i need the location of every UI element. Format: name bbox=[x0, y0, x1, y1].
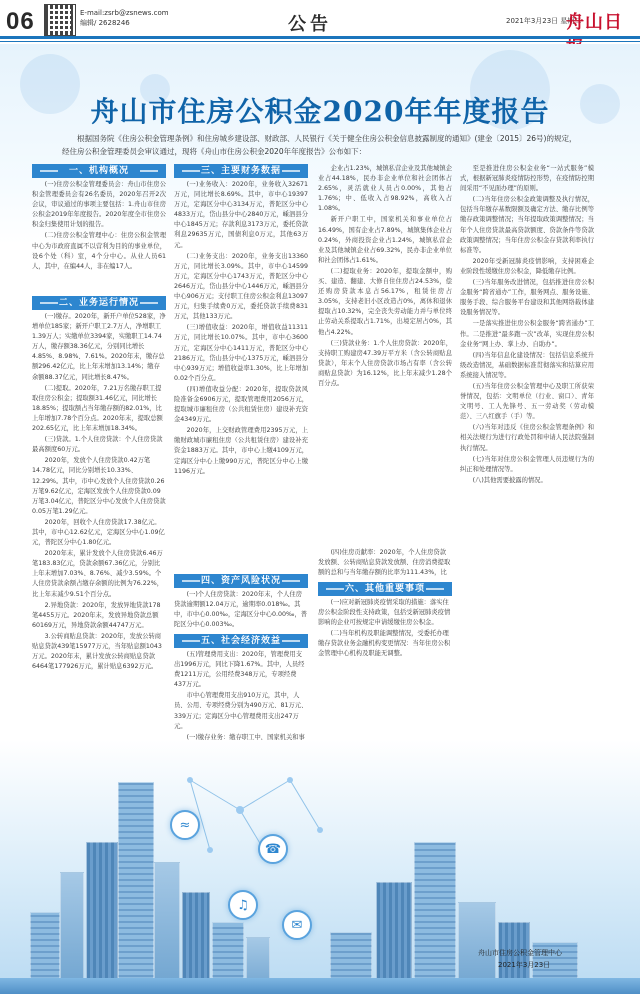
paragraph: (六)当年对违反《住房公积金管理条例》和相关法规行为进行行政处罚和申请人民法院强制执行情况。 bbox=[460, 424, 594, 452]
header-rule bbox=[0, 36, 640, 39]
qr-code-icon bbox=[44, 4, 76, 36]
section-heading-5: 五、社会经济效益 bbox=[174, 634, 308, 648]
intro-paragraph: 根据国务院《住房公积金管理条例》和住房城乡建设部、财政部、人民银行《关于健全住房公积金信息披露制度的通知》(建金〔2015〕26号)的规定，经住房公积金管理委员会审议通过，现将《舟山市住房公积金2020年年度报告》公布如下： bbox=[62, 134, 577, 156]
section-heading-6: 六、其他重要事项 bbox=[318, 582, 452, 596]
footer-organization: 舟山市住房公积金管理中心 bbox=[478, 949, 562, 957]
contact-info bbox=[80, 8, 169, 28]
paragraph: (三)贷款。1.个人住房贷款：个人住房贷款最高额度60万元。 bbox=[32, 436, 163, 454]
section-heading-4: 四、资产风险状况 bbox=[174, 574, 308, 588]
paragraph: (五)管理费用支出：2020年，管理费用支出1996万元，同比下降1.67%。其中，人员经费1211万元，公用经费348万元，专项经费437万元。 bbox=[174, 651, 305, 689]
issue-date: 2021年3月23日 星期二 bbox=[506, 17, 582, 25]
paragraph: (二)当年机构及职能调整情况，受委托办理缴存贷款业务金融机构变更情况：当年住房公积金管理中心机构及职能无调整。 bbox=[318, 630, 451, 658]
paragraph: 2020年，发放个人住房贷款0.42万笔14.78亿元，同比分别增长10.33%、12.29%。其中，市中心发放个人住房贷款0.26万笔9.62亿元，定海区发放个人住房贷款0.09万笔3.04亿元，普陀区分中心发放个人住房贷款0.05万笔1.29亿元。 bbox=[32, 457, 166, 515]
paragraph: (五)当年住房公积金管理中心及职工所获荣誉情况，包括：文明单位（行业、窗口）、青年文明号、工人先锋号、五一劳动奖（劳动模范）、三八红旗手（手）等。 bbox=[460, 382, 594, 421]
contact-email: E-mail:zsrb@zsnews.com bbox=[80, 9, 169, 17]
column-2-bottom bbox=[174, 650, 308, 740]
footer-date: 2021年3月23日 bbox=[498, 961, 551, 969]
paragraph: (二)住房公积金管理中心：住房公积金管理中心为市政府直属不以营利为目的的事业单位，设6个处（科）室，4个分中心。从业人员61人，其中，在编44人，非在编17人。 bbox=[32, 232, 166, 270]
paragraph: 2020年，回收个人住房贷款17.38亿元。其中，市中心12.62亿元，定海区分中心1.09亿元，普陀区分中心1.80亿元。 bbox=[32, 518, 165, 547]
column-2-top bbox=[174, 180, 308, 570]
paragraph: (三)贷款业务：1.个人住房贷款：2020年，支持职工购建房47.39万平方米（含公转商贴息贷款），年末个人住房贷款市场占有率（含公转商贴息贷款）为16.12%，比上年末减少1.28个百分点。 bbox=[318, 339, 452, 387]
paragraph: (四)当年信息化建设情况：包括信息系统升级改造情况，基础数据标准贯彻落实和结算应用系统接入情况等。 bbox=[460, 351, 594, 379]
building bbox=[60, 872, 84, 994]
network-icon bbox=[180, 760, 330, 880]
paragraph: (一)住房公积金管理委员会：舟山市住房公积金管理委员会有26名委员，2020年召开2次会议，审议通过的事项主要包括：1.舟山市住房公积金2019年年度报告。2020年度全市住房公积金归集使用计划的报告。 bbox=[32, 181, 166, 229]
building bbox=[86, 842, 118, 994]
paragraph: 3.公转商贴息贷款：2020年，发放公转商贴息贷款439笔15977万元，当年贴息额1043万元。2020年末，累计发放公转商贴息贷款6464笔177926万元，累计贴息6392万元。 bbox=[32, 632, 162, 671]
ground bbox=[0, 978, 640, 994]
paragraph: 2020年，上交财政管理费用2395万元，上缴财政城市廉租住房（公共租赁住房）建设补充资金1883万元。其中，市中心上缴4109万元，定海区分中心上缴990万元，普陀区分中心上缴1196万元。 bbox=[174, 427, 308, 475]
paragraph: (一)缴存业务：缴存职工中，国家机关和事 bbox=[186, 733, 305, 740]
music-icon: ♫ bbox=[228, 890, 258, 920]
section-heading-2: 二、业务运行情况 bbox=[32, 296, 166, 310]
paragraph: (二)当年住房公积金政策调整及执行情况，包括当年缴存基数限额及确定方法、缴存比例等缴存政策调整情况；当年提取政策调整情况；当年个人住房贷款最高贷款额度、贷款条件等贷款政策调整情况；当年住房公积金存贷款利率执行标准等。 bbox=[460, 196, 594, 254]
section-heading-3: 三、主要财务数据 bbox=[174, 164, 308, 178]
paragraph: 一是落实推进住房公积金服务“跨省通办”工作。二是推进“最多跑一次”改革，实现住房公积金业务“网上办、掌上办、自助办”。 bbox=[460, 320, 594, 348]
paragraph: 企业占1.23%，城镇私营企业及其他城镇企业占44.18%，民办非企业单位和社会团体占2.65%，灵活就业人员占0.00%，其他占1.76%；中、低收入占98.92%，高收入占1.08%。 bbox=[318, 165, 452, 213]
paragraph: (一)个人住房贷款：2020年末，个人住房贷款逾期额12.04万元，逾期率0.018‰。其中，市中心0.00‰，定海区分中心0.00‰，普陀区分中心0.003‰。 bbox=[174, 591, 308, 629]
report-title: 舟山市住房公积金2020年年度报告 bbox=[90, 95, 550, 128]
header-rule-thin bbox=[0, 41, 640, 42]
column-2-middle bbox=[174, 590, 308, 630]
building bbox=[154, 862, 180, 994]
paragraph: (四)增值收益分配：2020年，提取贷款风险准备金6906万元，提取管理费用2056万元，提取城市廉租住房（公共租赁住房）建设补充资金4349万元。 bbox=[174, 385, 308, 424]
paragraph: 2020年受新冠肺炎疫情影响，支持困难企业阶段性缓缴住房公积金，降低缴存比例。 bbox=[460, 257, 594, 275]
wifi-icon: ≈ bbox=[170, 810, 200, 840]
paragraph: (一)应对新冠肺炎疫情采取的措施：落实住房公积金阶段性支持政策，包括受新冠肺炎疫情影响的企业可按规定申请缓缴住房公积金。 bbox=[318, 599, 451, 627]
paragraph: (一)业务收入：2020年，业务收入32671万元，同比增长8.69%。其中，市中心19397万元，定海区分中心3134万元，普陀区分中心4833万元，岱山县分中心2840万元，嵊泗县分中心1845万元；存款利息3173万元，委托贷款利息29635万元，国债利息0万元，其他63万元。 bbox=[174, 181, 308, 249]
building bbox=[414, 842, 456, 994]
paragraph: 2.异地贷款：2020年，发放异地贷款178笔4455万元。2020年末，发放异地贷款总额60169万元，异地贷款余额44747万元。 bbox=[32, 601, 161, 629]
paragraph: (四)住房贡献率：2020年，个人住房贷款发放额、公转商贴息贷款发放额、住房消费提取额的总和与当年缴存额的比率为111.43%，比 bbox=[318, 549, 451, 577]
phone-icon: ☎ bbox=[258, 834, 288, 864]
paragraph: 市中心管理费用支出910万元，其中，人员、公用、专项经费分别为490万元、81万元、339万元；定海区分中心管理费用支出247万元。 bbox=[174, 692, 308, 730]
paragraph: 2020年末，累计发放个人住房贷款6.46万笔183.83亿元，贷款余额67.36亿元，分别比上年末增加7.03%、8.76%、减少3.59%。个人住房贷款余额占缴存余额的比例为76.22%，比上年末减少9.51个百分点。 bbox=[32, 550, 164, 598]
paragraph: (七)当年对住房公积金管理人员违规行为的纠正和处理情况等。 bbox=[460, 455, 594, 473]
paragraph: (二)业务支出：2020年，业务支出13360万元，同比增长3.09%。其中，市中心14599万元，定海区分中心1743万元，普陀区分中心2646万元，岱山县分中心1446万元，嵊泗县分中心906万元；支付职工住房公积金利息13097万元，归集手续费0万元，委托贷款手续费831万元，其他133万元。 bbox=[174, 252, 308, 321]
section-name: 公告 bbox=[288, 14, 332, 35]
column-3-bottom bbox=[318, 598, 452, 740]
paragraph: 至是推进住房公积金业务“一站式服务”模式，根据新冠肺炎疫情防控形势，在疫情防控期间采用“不见面办理”的原则。 bbox=[460, 165, 594, 193]
paragraph: (二)提取业务：2020年，提取金额中，购买、建造、翻建、大修自住住房占24.53%，偿还购房贷款本息占56.17%，租赁住房占3.05%，支持老旧小区改造占0%，离休和退休提取占10.32%，完全丧失劳动能力并与单位终止劳动关系提取占1.71%，出境定居占0%，其他占4.22%。 bbox=[318, 267, 452, 336]
column-1-bottom bbox=[32, 312, 166, 738]
column-3-middle bbox=[318, 548, 452, 578]
masthead-logo: 舟山日 bbox=[566, 12, 623, 33]
paragraph: (二)提取。2020年，7.21万名缴存职工提取住房公积金；提取额31.46亿元，同比增长18.85%；提取额占当年缴存额的82.01%，比上年增加7.78个百分点。2020年末，提取总额202.65亿元，比上年末增加18.34%。 bbox=[32, 384, 163, 433]
mail-icon: ✉ bbox=[282, 910, 312, 940]
column-3-top bbox=[318, 164, 452, 544]
page-number: 06 bbox=[6, 8, 35, 35]
paragraph: (八)其他需要披露的情况。 bbox=[472, 476, 547, 484]
paragraph: (一)缴存。2020年，新开户单位528家，净增单位185家；新开户职工2.7万人，净增职工1.39万人；实缴单位3394家，实缴职工14.74万人，缴存额38.36亿元，分别同比增长4.85%、8.98%、7.61%。2020年末，缴存总额296.42亿元，比上年末增加13.14%；缴存余额88.37亿元，同比增长8.47%。 bbox=[32, 313, 166, 381]
paragraph: (三)增值收益：2020年，增值收益11311万元，同比增长10.07%。其中，市中心3600万元，定海区分中心1411万元，普陀区分中心2186万元，岱山县分中心1375万元，嵊泗县分中心939万元；增值收益率1.30%，比上年增加0.02个百分点。 bbox=[174, 324, 308, 382]
paragraph: (三)当年服务改进情况，包括推进住房公积金服务“跨省通办”工作，服务网点、服务设施、服务手段、综合服务平台建设和其他网络载体建设服务情况等。 bbox=[460, 279, 594, 317]
column-1-top bbox=[32, 180, 166, 290]
section-heading-1: 一、机构概况 bbox=[32, 164, 166, 178]
paragraph: 新开户职工中，国家机关和事业单位占16.49%，国有企业占7.89%，城镇集体企业占0.24%，外商投资企业占1.24%，城镇私营企业及其他城镇企业占69.32%，民办非企业单位和社会团体占1.61%。 bbox=[318, 216, 452, 264]
building bbox=[118, 782, 154, 994]
contact-phone: 编辑/ 2628246 bbox=[80, 19, 130, 27]
